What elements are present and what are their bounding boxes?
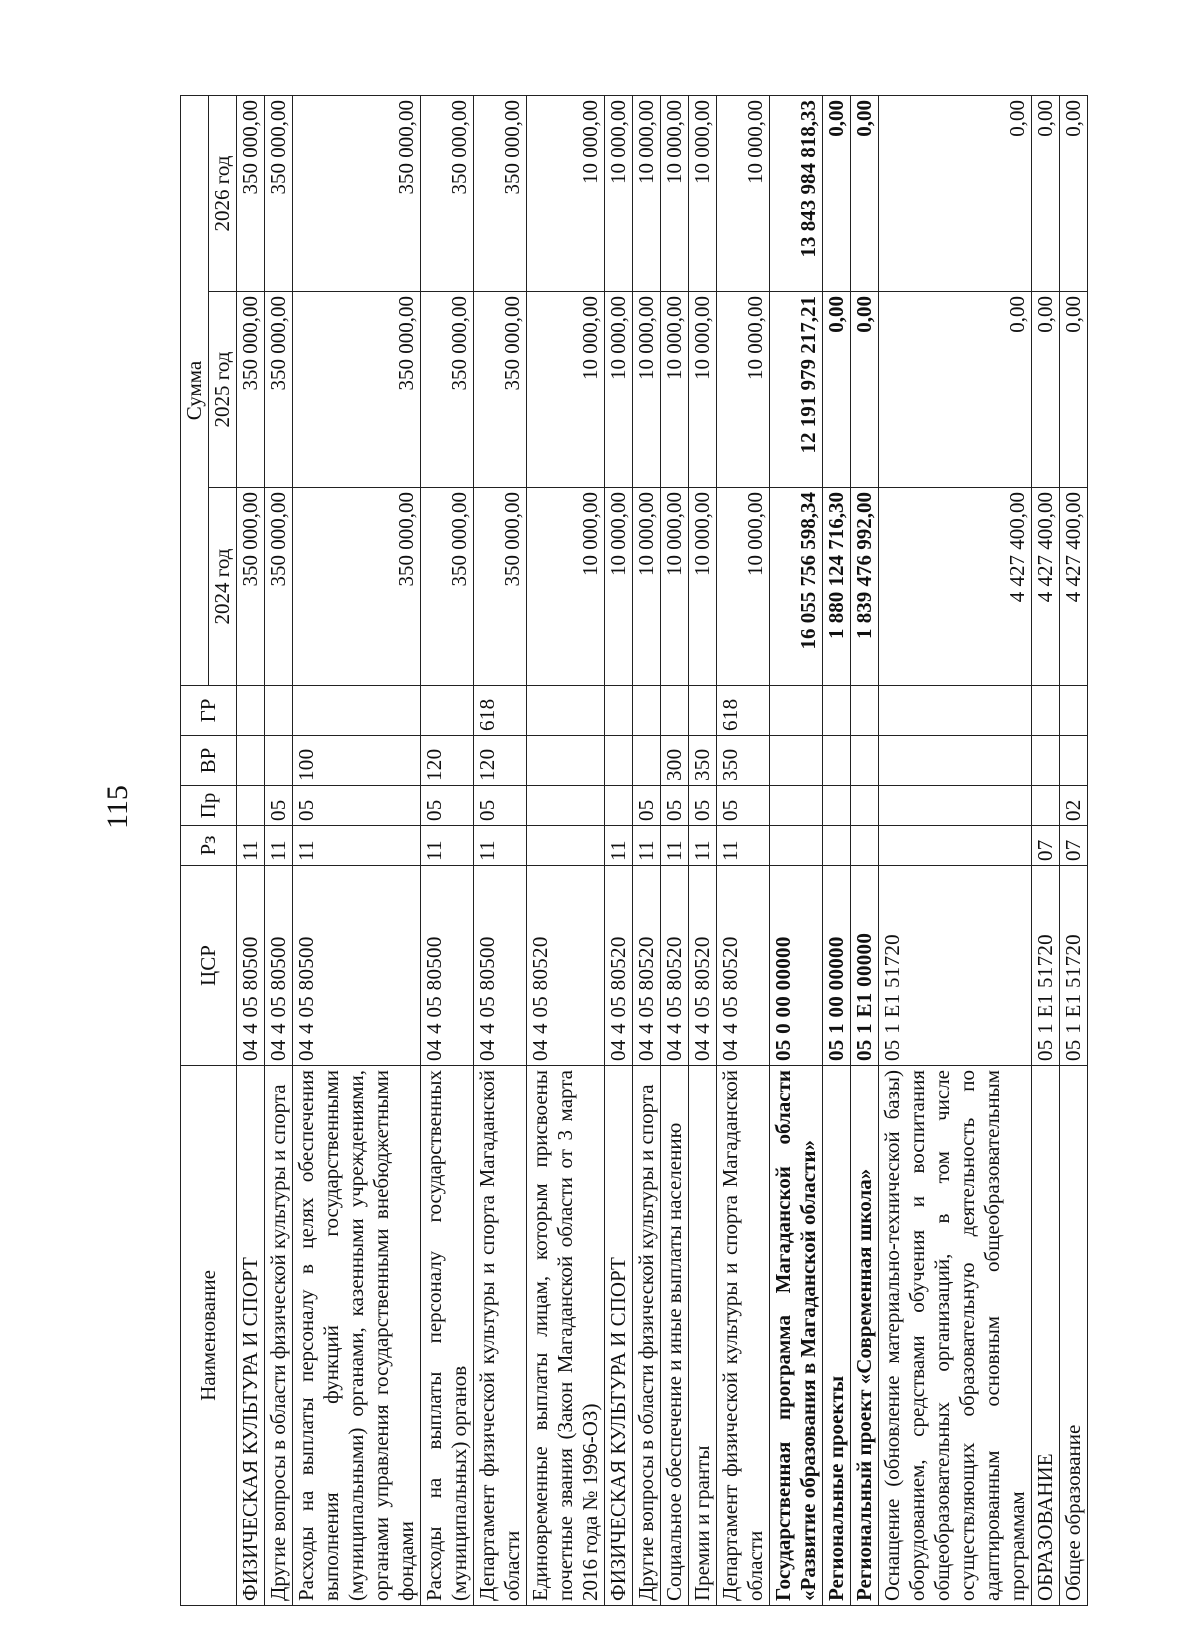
cell-y2026: 350 000,00	[265, 95, 293, 291]
cell-csr: 05 1 Е1 51720	[1032, 866, 1060, 1066]
cell-y2026: 10 000,00	[689, 95, 717, 291]
cell-csr: 04 4 05 80500	[293, 866, 421, 1066]
table-row	[1032, 95, 1060, 1605]
cell-gr	[689, 686, 717, 736]
cell-pr: 05	[689, 786, 717, 826]
cell-pr: 05	[265, 786, 293, 826]
cell-gr	[527, 686, 605, 736]
cell-y2025: 10 000,00	[717, 292, 770, 488]
table-container	[180, 96, 1088, 1606]
cell-name: Региональный проект «Современная школа»	[851, 1066, 879, 1606]
cell-y2026: 10 000,00	[717, 95, 770, 291]
cell-vr	[633, 736, 661, 786]
header-sum: Сумма	[181, 95, 209, 685]
cell-y2026: 350 000,00	[237, 95, 265, 291]
cell-rz: 11	[421, 826, 474, 866]
cell-rz	[879, 826, 1032, 866]
cell-y2026: 10 000,00	[633, 95, 661, 291]
cell-pr	[237, 786, 265, 826]
cell-name: Департамент физической культуры и спорта Магаданской области	[717, 1066, 770, 1606]
cell-y2024: 350 000,00	[293, 488, 421, 686]
cell-vr	[265, 736, 293, 786]
cell-gr	[633, 686, 661, 736]
cell-gr	[823, 686, 851, 736]
cell-gr	[293, 686, 421, 736]
cell-y2025: 350 000,00	[474, 292, 527, 488]
cell-y2025: 10 000,00	[633, 292, 661, 488]
table-body	[237, 95, 1088, 1605]
cell-vr	[237, 736, 265, 786]
cell-y2024: 4 427 400,00	[1032, 488, 1060, 686]
cell-y2024: 350 000,00	[421, 488, 474, 686]
cell-gr	[1060, 686, 1088, 736]
cell-rz: 11	[633, 826, 661, 866]
cell-csr: 04 4 05 80500	[421, 866, 474, 1066]
cell-csr: 04 4 05 80520	[661, 866, 689, 1066]
cell-y2024: 350 000,00	[237, 488, 265, 686]
cell-y2026: 350 000,00	[474, 95, 527, 291]
cell-y2026: 0,00	[1032, 95, 1060, 291]
cell-y2024: 16 055 756 598,34	[770, 488, 823, 686]
cell-name: Государственная программа Магаданской области «Развитие образования в Магаданской области»	[770, 1066, 823, 1606]
cell-vr: 350	[717, 736, 770, 786]
cell-pr: 05	[717, 786, 770, 826]
cell-pr: 02	[1060, 786, 1088, 826]
cell-csr: 04 4 05 80520	[717, 866, 770, 1066]
cell-csr: 04 4 05 80520	[633, 866, 661, 1066]
cell-y2026: 350 000,00	[421, 95, 474, 291]
cell-y2024: 10 000,00	[633, 488, 661, 686]
cell-gr	[605, 686, 633, 736]
cell-pr: 05	[474, 786, 527, 826]
table-row	[717, 95, 770, 1605]
table-row	[851, 95, 879, 1605]
cell-csr: 05 1 Е1 00000	[851, 866, 879, 1066]
cell-y2025: 0,00	[879, 292, 1032, 488]
cell-csr: 04 4 05 80520	[605, 866, 633, 1066]
table-row	[527, 95, 605, 1605]
cell-vr: 300	[661, 736, 689, 786]
table-row	[661, 95, 689, 1605]
cell-gr: 618	[474, 686, 527, 736]
cell-name: Другие вопросы в области физической культуры и спорта	[265, 1066, 293, 1606]
header-name: Наименование	[181, 1066, 237, 1606]
table-row	[237, 95, 265, 1605]
cell-name: Социальное обеспечение и иные выплаты населению	[661, 1066, 689, 1606]
cell-name: Общее образование	[1060, 1066, 1088, 1606]
cell-y2024: 10 000,00	[717, 488, 770, 686]
cell-rz: 11	[689, 826, 717, 866]
cell-y2026: 10 000,00	[661, 95, 689, 291]
header-year-2024: 2024 год	[209, 488, 237, 686]
cell-pr	[527, 786, 605, 826]
cell-y2026: 0,00	[823, 95, 851, 291]
cell-vr: 100	[293, 736, 421, 786]
header-gr: ГР	[181, 686, 237, 736]
cell-csr: 04 4 05 80500	[474, 866, 527, 1066]
cell-rz: 07	[1060, 826, 1088, 866]
cell-csr: 05 0 00 00000	[770, 866, 823, 1066]
cell-pr	[823, 786, 851, 826]
cell-vr	[770, 736, 823, 786]
header-vr: ВР	[181, 736, 237, 786]
cell-y2026: 0,00	[851, 95, 879, 291]
cell-pr	[605, 786, 633, 826]
cell-csr: 05 1 Е1 51720	[1060, 866, 1088, 1066]
cell-name: Расходы на выплаты персоналу в целях обеспечения выполнения функций государственными (муниципальными) органами, казенными учреждениями, органами управления государственными внебюджетными фондами	[293, 1066, 421, 1606]
header-rz: Рз	[181, 826, 237, 866]
cell-vr: 350	[689, 736, 717, 786]
page-number: 115	[101, 785, 134, 829]
cell-name: Другие вопросы в области физической культуры и спорта	[633, 1066, 661, 1606]
cell-name: ОБРАЗОВАНИЕ	[1032, 1066, 1060, 1606]
table-row	[605, 95, 633, 1605]
cell-rz: 11	[265, 826, 293, 866]
cell-gr: 618	[717, 686, 770, 736]
cell-vr	[1032, 736, 1060, 786]
cell-gr	[237, 686, 265, 736]
cell-y2025: 10 000,00	[605, 292, 633, 488]
cell-y2025: 350 000,00	[421, 292, 474, 488]
cell-y2024: 10 000,00	[689, 488, 717, 686]
cell-y2024: 10 000,00	[605, 488, 633, 686]
cell-csr: 04 4 05 80520	[527, 866, 605, 1066]
cell-vr	[823, 736, 851, 786]
cell-rz: 11	[717, 826, 770, 866]
cell-name: Региональные проекты	[823, 1066, 851, 1606]
cell-gr	[661, 686, 689, 736]
cell-rz: 11	[661, 826, 689, 866]
cell-y2025: 10 000,00	[689, 292, 717, 488]
cell-name: Департамент физической культуры и спорта Магаданской области	[474, 1066, 527, 1606]
cell-rz: 11	[237, 826, 265, 866]
cell-vr	[1060, 736, 1088, 786]
cell-name: Расходы на выплаты персоналу государственных (муниципальных) органов	[421, 1066, 474, 1606]
cell-y2026: 10 000,00	[527, 95, 605, 291]
cell-rz	[851, 826, 879, 866]
cell-name: Премии и гранты	[689, 1066, 717, 1606]
table-row	[293, 95, 421, 1605]
cell-name: ФИЗИЧЕСКАЯ КУЛЬТУРА И СПОРТ	[237, 1066, 265, 1606]
cell-vr	[527, 736, 605, 786]
table-row	[770, 95, 823, 1605]
cell-vr: 120	[474, 736, 527, 786]
cell-rz	[770, 826, 823, 866]
cell-pr: 05	[421, 786, 474, 826]
cell-y2025: 0,00	[823, 292, 851, 488]
cell-rz	[823, 826, 851, 866]
cell-pr: 05	[293, 786, 421, 826]
header-pr: Пр	[181, 786, 237, 826]
cell-pr: 05	[661, 786, 689, 826]
cell-y2024: 4 427 400,00	[879, 488, 1032, 686]
table-row	[474, 95, 527, 1605]
cell-csr: 05 1 Е1 51720	[879, 866, 1032, 1066]
cell-gr	[265, 686, 293, 736]
cell-name: Оснащение (обновление материально-технической базы) оборудованием, средствами обучения и воспитания общеобразовательных организаций, в том числе осуществляющих образовательную деятельность по адаптированным основным общеобразовательным программам	[879, 1066, 1032, 1606]
cell-pr: 05	[633, 786, 661, 826]
budget-table	[180, 95, 1088, 1606]
table-row	[421, 95, 474, 1605]
cell-rz: 11	[474, 826, 527, 866]
cell-csr: 04 4 05 80500	[265, 866, 293, 1066]
cell-gr	[851, 686, 879, 736]
cell-pr	[1032, 786, 1060, 826]
cell-y2026: 0,00	[879, 95, 1032, 291]
table-row	[1060, 95, 1088, 1605]
cell-rz	[527, 826, 605, 866]
cell-pr	[879, 786, 1032, 826]
cell-y2025: 350 000,00	[293, 292, 421, 488]
cell-y2024: 10 000,00	[527, 488, 605, 686]
header-year-2026: 2026 год	[209, 95, 237, 291]
cell-y2026: 13 843 984 818,33	[770, 95, 823, 291]
cell-y2025: 350 000,00	[265, 292, 293, 488]
cell-y2024: 4 427 400,00	[1060, 488, 1088, 686]
cell-rz: 11	[605, 826, 633, 866]
header-row	[181, 95, 209, 1605]
header-year-2025: 2025 год	[209, 292, 237, 488]
cell-gr	[1032, 686, 1060, 736]
cell-rz: 11	[293, 826, 421, 866]
header-csr: ЦСР	[181, 866, 237, 1066]
cell-y2025: 12 191 979 217,21	[770, 292, 823, 488]
cell-csr: 05 1 00 00000	[823, 866, 851, 1066]
cell-gr	[770, 686, 823, 736]
cell-y2024: 1 880 124 716,30	[823, 488, 851, 686]
cell-rz: 07	[1032, 826, 1060, 866]
cell-y2024: 10 000,00	[661, 488, 689, 686]
cell-vr: 120	[421, 736, 474, 786]
cell-y2025: 0,00	[1060, 292, 1088, 488]
cell-name: ФИЗИЧЕСКАЯ КУЛЬТУРА И СПОРТ	[605, 1066, 633, 1606]
cell-gr	[879, 686, 1032, 736]
cell-y2024: 1 839 476 992,00	[851, 488, 879, 686]
cell-csr: 04 4 05 80500	[237, 866, 265, 1066]
cell-y2026: 10 000,00	[605, 95, 633, 291]
cell-pr	[770, 786, 823, 826]
cell-y2025: 0,00	[1032, 292, 1060, 488]
cell-y2026: 0,00	[1060, 95, 1088, 291]
cell-csr: 04 4 05 80520	[689, 866, 717, 1066]
cell-y2025: 10 000,00	[527, 292, 605, 488]
table-row	[689, 95, 717, 1605]
cell-y2026: 350 000,00	[293, 95, 421, 291]
cell-vr	[605, 736, 633, 786]
table-row	[823, 95, 851, 1605]
cell-vr	[879, 736, 1032, 786]
cell-y2025: 0,00	[851, 292, 879, 488]
table-row	[265, 95, 293, 1605]
cell-y2024: 350 000,00	[265, 488, 293, 686]
cell-y2024: 350 000,00	[474, 488, 527, 686]
cell-gr	[421, 686, 474, 736]
table-row	[879, 95, 1032, 1605]
cell-pr	[851, 786, 879, 826]
table-row	[633, 95, 661, 1605]
cell-vr	[851, 736, 879, 786]
cell-y2025: 350 000,00	[237, 292, 265, 488]
cell-name: Единовременные выплаты лицам, которым присвоены почетные звания (Закон Магаданской области от 3 марта 2016 года № 1996-ОЗ)	[527, 1066, 605, 1606]
cell-y2025: 10 000,00	[661, 292, 689, 488]
